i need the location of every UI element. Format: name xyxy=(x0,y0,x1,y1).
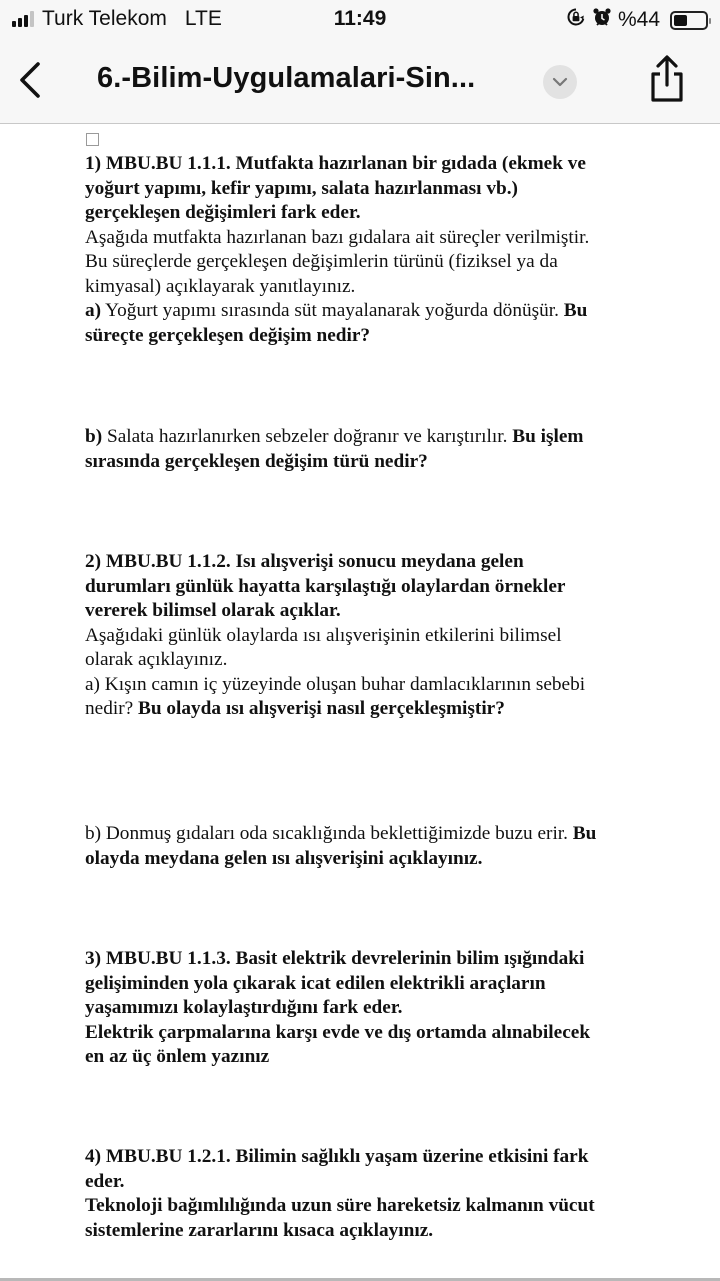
pdf-document-view[interactable] xyxy=(0,125,720,1278)
question-prompt-line: Teknoloji bağımlılığında uzun süre hareketsiz kalmanın vücut xyxy=(85,1195,595,1216)
instruction-line: Aşağıda mutfakta hazırlanan bazı gıdalara ait süreçler verilmiştir. xyxy=(85,226,590,248)
alarm-icon xyxy=(592,7,612,33)
battery-percent: %44 xyxy=(617,8,660,31)
question-heading-line: gelişiminden yola çıkarak icat edilen elektrikli araçların xyxy=(85,972,546,994)
question-prompt-line: Elektrik çarpmalarına karşı evde ve dış ortamda alınabilecek xyxy=(85,1021,591,1043)
navigation-bar xyxy=(0,40,720,124)
form-checkbox[interactable] xyxy=(86,133,99,146)
question-heading-line: yoğurt yapımı, kefir yapımı, salata hazırlanması vb.) xyxy=(85,177,518,199)
chevron-down-icon xyxy=(552,77,568,87)
network-type: LTE xyxy=(184,7,222,30)
question-heading-line: 4) MBU.BU 1.2.1. Bilimin sağlıklı yaşam üzerine etkisini fark xyxy=(85,1146,589,1167)
instruction-line: olarak açıklayınız. xyxy=(85,649,228,670)
sub-question-a: a) Yoğurt yapımı sırasında süt mayalanarak yoğurda dönüşür. Bu xyxy=(85,300,588,321)
sub-question-a: nedir? Bu olayda ısı alışverişi nasıl gerçekleşmiştir? xyxy=(85,698,505,719)
carrier-name: Turk Telekom xyxy=(42,7,167,30)
share-icon xyxy=(645,54,689,104)
question-heading-line: gerçekleşen değişimleri fark eder. xyxy=(85,202,361,223)
question-heading-line: yaşamımızı kolaylaştırdığını fark eder. xyxy=(85,997,403,1018)
signal-strength-icon xyxy=(12,11,34,27)
instruction-line: kimyasal) açıklayarak yanıtlayınız. xyxy=(85,275,356,297)
sub-question-a: süreçte gerçekleşen değişim nedir? xyxy=(85,324,371,346)
chevron-left-icon xyxy=(14,58,50,102)
sub-question-b: b) Donmuş gıdaları oda sıcaklığında beklettiğimizde buzu erir. Bu xyxy=(85,823,597,844)
question-heading-line: eder. xyxy=(85,1170,125,1192)
back-button[interactable] xyxy=(14,58,50,102)
question-prompt-line: sistemlerine zararlarını kısaca açıklayınız. xyxy=(85,1219,434,1241)
sub-question-b: sırasında gerçekleşen değişim türü nedir? xyxy=(85,450,428,472)
title-menu-button[interactable] xyxy=(543,65,577,99)
question-heading-line: 2) MBU.BU 1.1.2. Isı alışverişi sonucu meydana gelen xyxy=(85,551,524,572)
instruction-line: Aşağıdaki günlük olaylarda ısı alışverişinin etkilerini bilimsel xyxy=(85,624,562,646)
sub-question-a: a) Kışın camın iç yüzeyinde oluşan buhar damlacıklarının sebebi xyxy=(85,673,586,695)
status-right xyxy=(566,7,708,33)
document-title[interactable]: 6.-Bilim-Uygulamalari-Sin... xyxy=(97,62,476,94)
sub-question-b: olayda meydana gelen ısı alışverişini açıklayınız. xyxy=(85,847,483,869)
clock: 11:49 xyxy=(333,7,387,30)
battery-icon xyxy=(670,11,708,30)
question-heading-line: durumları günlük hayatta karşılaştığı olaylardan örnekler xyxy=(85,575,566,597)
instruction-line: Bu süreçlerde gerçekleşen değişimlerin türünü (fiziksel ya da xyxy=(85,251,558,272)
sub-question-b: b) Salata hazırlanırken sebzeler doğranır ve karıştırılır. Bu işlem xyxy=(85,426,584,447)
status-left xyxy=(12,7,222,31)
question-heading-line: 3) MBU.BU 1.1.3. Basit elektrik devrelerinin bilim ışığındaki xyxy=(85,948,585,969)
share-button[interactable] xyxy=(645,54,689,104)
status-bar xyxy=(0,0,720,40)
question-prompt-line: en az üç önlem yazınız xyxy=(85,1046,270,1067)
question-heading-line: vererek bilimsel olarak açıklar. xyxy=(85,600,341,621)
question-heading-line: 1) MBU.BU 1.1.1. Mutfakta hazırlanan bir gıdada (ekmek ve xyxy=(85,153,586,174)
orientation-lock-icon xyxy=(566,7,586,33)
